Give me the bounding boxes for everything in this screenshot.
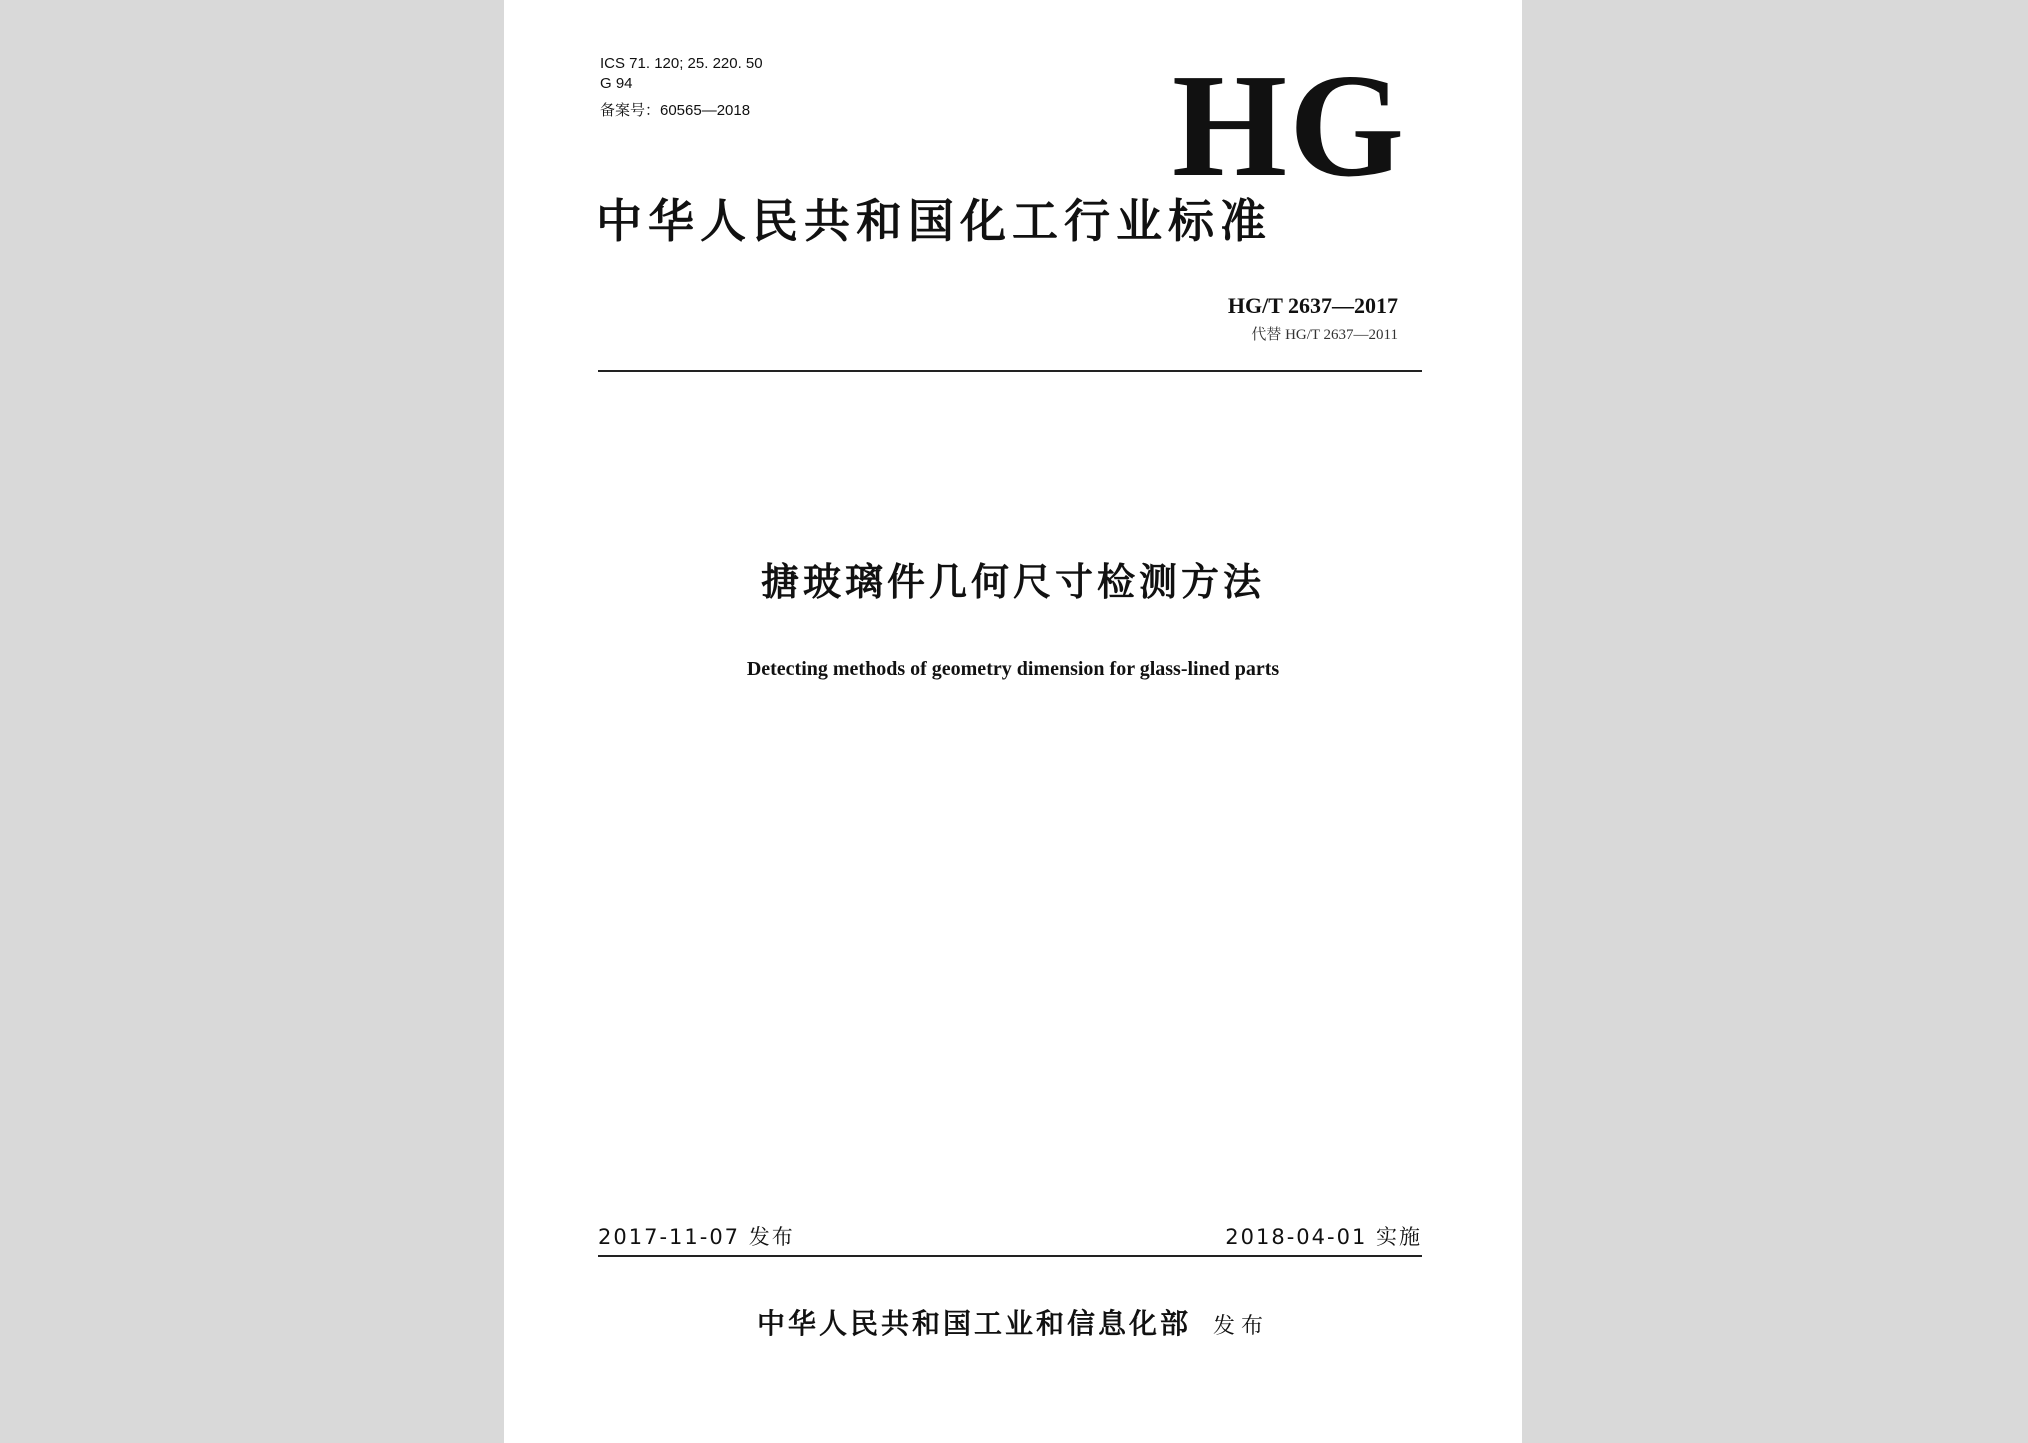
document-title-chinese: 搪玻璃件几何尺寸检测方法 — [760, 560, 1265, 604]
publisher-name: 中华人民共和国工业和信息化部 — [756, 1307, 1191, 1340]
classification-code: G 94 — [600, 75, 633, 92]
footer-divider — [598, 1255, 1422, 1257]
standard-title: 中华人民共和国化工行业标准 — [596, 194, 1272, 248]
hg-logo: HG — [1172, 44, 1407, 208]
issue-date: 2017-11-07 发布 — [598, 1225, 795, 1249]
effective-date: 2018-04-01 实施 — [1225, 1225, 1422, 1249]
document-title-english: Detecting methods of geometry dimension for glass-lined parts — [746, 658, 1280, 680]
publisher — [504, 1307, 1522, 1340]
filing-number: 备案号：60565—2018 — [600, 102, 751, 119]
standard-number: HG/T 2637—2017 — [1227, 293, 1398, 318]
replaces-standard: 代替 HG/T 2637—2011 — [1251, 327, 1398, 343]
document-page — [504, 0, 1522, 1443]
publisher-suffix: 发布 — [1213, 1314, 1270, 1339]
ics-code: ICS 71. 120; 25. 220. 50 — [600, 55, 763, 72]
header-divider — [598, 370, 1422, 372]
